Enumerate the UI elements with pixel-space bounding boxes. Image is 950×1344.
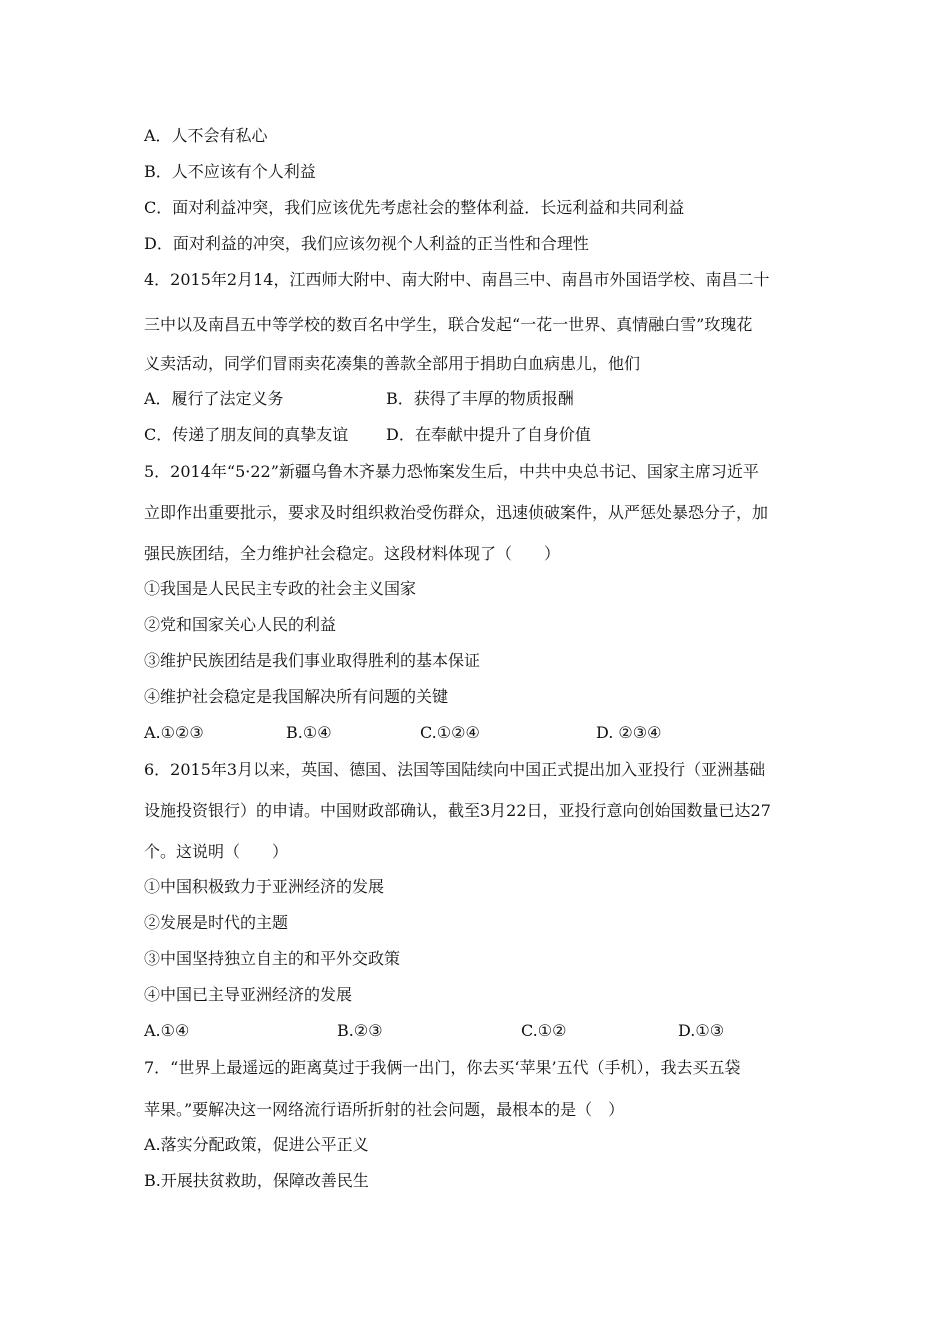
q7-option-b: B.开展扶贫救助，保障改善民生 bbox=[144, 1171, 369, 1190]
q6-option-c: C.①② bbox=[521, 1021, 567, 1040]
q6-option-d: D.①③ bbox=[678, 1021, 725, 1040]
q6-statement: ①中国积极致力于亚洲经济的发展 bbox=[144, 877, 385, 896]
q6-stem-line: 设施投资银行）的申请。中国财政部确认，截至3月22日，亚投行意向创始国数量已达27 bbox=[144, 801, 771, 820]
q5-statement: ③维护民族团结是我们事业取得胜利的基本保证 bbox=[144, 651, 481, 670]
q6-statement: ④中国已主导亚洲经济的发展 bbox=[144, 985, 353, 1004]
q5-stem-line: 强民族团结，全力维护社会稳定。这段材料体现了（ ） bbox=[144, 544, 561, 563]
q3-option-c: C．面对利益冲突，我们应该优先考虑社会的整体利益．长远利益和共同利益 bbox=[144, 198, 685, 217]
q5-stem-line: 立即作出重要批示，要求及时组织救治受伤群众，迅速侦破案件，从严惩处暴恐分子，加 bbox=[144, 503, 769, 522]
q5-stem-line: 5．2014年“5·22”新疆乌鲁木齐暴力恐怖案发生后，中共中央总书记、国家主席习近平 bbox=[144, 462, 759, 481]
q4-option-b: B．获得了丰厚的物质报酬 bbox=[386, 389, 574, 408]
q4-option-a: A．履行了法定义务 bbox=[144, 389, 284, 408]
q5-option-b: B.①④ bbox=[286, 723, 332, 742]
q5-option-a: A.①②③ bbox=[144, 723, 204, 742]
q6-stem-line: 6．2015年3月以来，英国、德国、法国等国陆续向中国正式提出加入亚投行（亚洲基础 bbox=[144, 760, 766, 779]
q4-stem-line: 三中以及南昌五中等学校的数百名中学生，联合发起“一花一世界、真情融白雪”玫瑰花 bbox=[144, 315, 753, 334]
q7-stem-line: 苹果。”要解决这一网络流行语所折射的社会问题，最根本的是（ ） bbox=[144, 1100, 625, 1119]
q4-option-d: D．在奉献中提升了自身价值 bbox=[386, 425, 591, 444]
q4-stem-line: 4．2015年2月14，江西师大附中、南大附中、南昌三中、南昌市外国语学校、南昌二十 bbox=[144, 270, 770, 289]
q5-statement: ④维护社会稳定是我国解决所有问题的关键 bbox=[144, 687, 449, 706]
q3-option-b: B．人不应该有个人利益 bbox=[144, 162, 316, 181]
q5-statement: ①我国是人民民主专政的社会主义国家 bbox=[144, 579, 417, 598]
q6-option-b: B.②③ bbox=[337, 1021, 383, 1040]
q6-option-a: A.①④ bbox=[144, 1021, 190, 1040]
q5-option-d: D. ②③④ bbox=[596, 723, 662, 742]
q6-statement: ②发展是时代的主题 bbox=[144, 913, 289, 932]
q4-option-c: C．传递了朋友间的真挚友谊 bbox=[144, 425, 349, 444]
q5-statement: ②党和国家关心人民的利益 bbox=[144, 615, 337, 634]
q6-stem-line: 个。这说明（ ） bbox=[144, 842, 289, 861]
q7-option-a: A.落实分配政策，促进公平正义 bbox=[144, 1135, 369, 1154]
q4-stem-line: 义卖活动，同学们冒雨卖花凑集的善款全部用于捐助白血病患儿，他们 bbox=[144, 354, 641, 373]
q5-option-c: C.①②④ bbox=[420, 723, 480, 742]
q3-option-a: A．人不会有私心 bbox=[144, 126, 268, 145]
q6-statement: ③中国坚持独立自主的和平外交政策 bbox=[144, 949, 401, 968]
q3-option-d: D．面对利益的冲突，我们应该勿视个人利益的正当性和合理性 bbox=[144, 234, 589, 253]
q7-stem-line: 7．“世界上最遥远的距离莫过于我俩一出门，你去买‘苹果’五代（手机），我去买五袋 bbox=[144, 1058, 741, 1077]
